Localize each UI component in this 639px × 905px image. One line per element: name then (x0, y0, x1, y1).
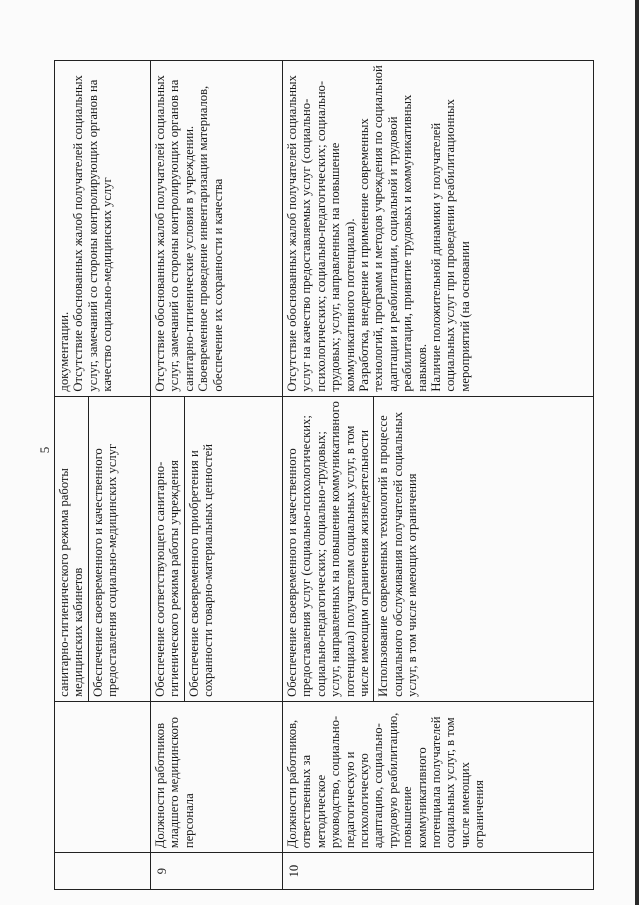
scan-edge (635, 0, 639, 905)
position-cell: Должности работников младшего медицинского персонала (151, 701, 283, 852)
indicator-item: документации. (57, 311, 71, 392)
indicators-cell (151, 61, 283, 397)
measure-item: санитарно-гигиенического режима работы медицинских кабинетов (57, 468, 86, 697)
rotated-table-container (54, 60, 594, 890)
row-number: 10 (283, 853, 594, 890)
indicator-item: Отсутствие обоснованных жалоб получателей социальных услуг на качество предоставляемых услуг (социально-психологических; социально-педагогических; социально-трудовых; услуг, направленных на повышение коммуникативного потенциала). (285, 75, 357, 392)
measures-cell (151, 396, 283, 701)
indicator-item: Отсутствие обоснованных жалоб получателей социальных услуг, замечаний со стороны контролирующих органов на качество социально-медицинских услуг (71, 75, 115, 392)
measure-item: Обеспечение своевременного и качественного предоставления услуг (социально-психологических; социально-педагогических; социально-трудовых; услуг, направленных на повышение коммуникативного потенциала) получателям социальных услуг, в том числе имеющим ограничения жизнедеятельности (285, 401, 372, 697)
table-row (283, 61, 594, 890)
position-cell (55, 701, 151, 852)
criteria-table (54, 60, 594, 890)
indicator-item: Отсутствие обоснованных жалоб получателей социальных услуг, замечаний со стороны контролирующих органов на санитарно-гигиенические условия в учреждении. (153, 75, 196, 392)
measure-item: Использование современных технологий в процессе социального обслуживания получателей социальных услуг, в том числе имеющих ограничения (373, 397, 421, 701)
position-cell: Должности работников, ответственных за методическое руководство, социально-педагогическую и психологическую адаптацию, социально-трудовую реабилитацию, повышение коммуникативного потенциала получателей социальных услуг, в том числе имеющих ограничения (283, 701, 594, 852)
measures-cell (283, 396, 594, 701)
row-number (55, 853, 151, 890)
row-number: 9 (151, 853, 283, 890)
indicators-cell (55, 61, 151, 397)
table-row (151, 61, 283, 890)
measure-item: Обеспечение соответствующего санитарно-гигиенического режима работы учреждения (153, 460, 182, 697)
indicator-item: Своевременное проведение инвентаризации материалов, обеспечение их сохранности и качества (196, 85, 225, 392)
measure-item: Обеспечение своевременного и качественного предоставления социально-медицинских услуг (88, 397, 122, 701)
measures-cell (55, 396, 151, 701)
page-number: 5 (37, 446, 52, 454)
indicator-item: Наличие положительной динамики у получателей социальных услуг при проведении реабилитационных мероприятий (на основании (429, 99, 472, 392)
table-row (55, 61, 151, 890)
indicators-cell (283, 61, 594, 397)
measure-item: Обеспечение своевременного приобретения и сохранности товарно-материальных ценностей (184, 397, 218, 701)
indicator-item: Разработка, внедрение и применение современных технологий, программ и методов учреждения по социальной адаптации и реабилитации, социальной и трудовой реабилитации, привитие трудовых и коммуникативных навыков. (357, 65, 429, 392)
